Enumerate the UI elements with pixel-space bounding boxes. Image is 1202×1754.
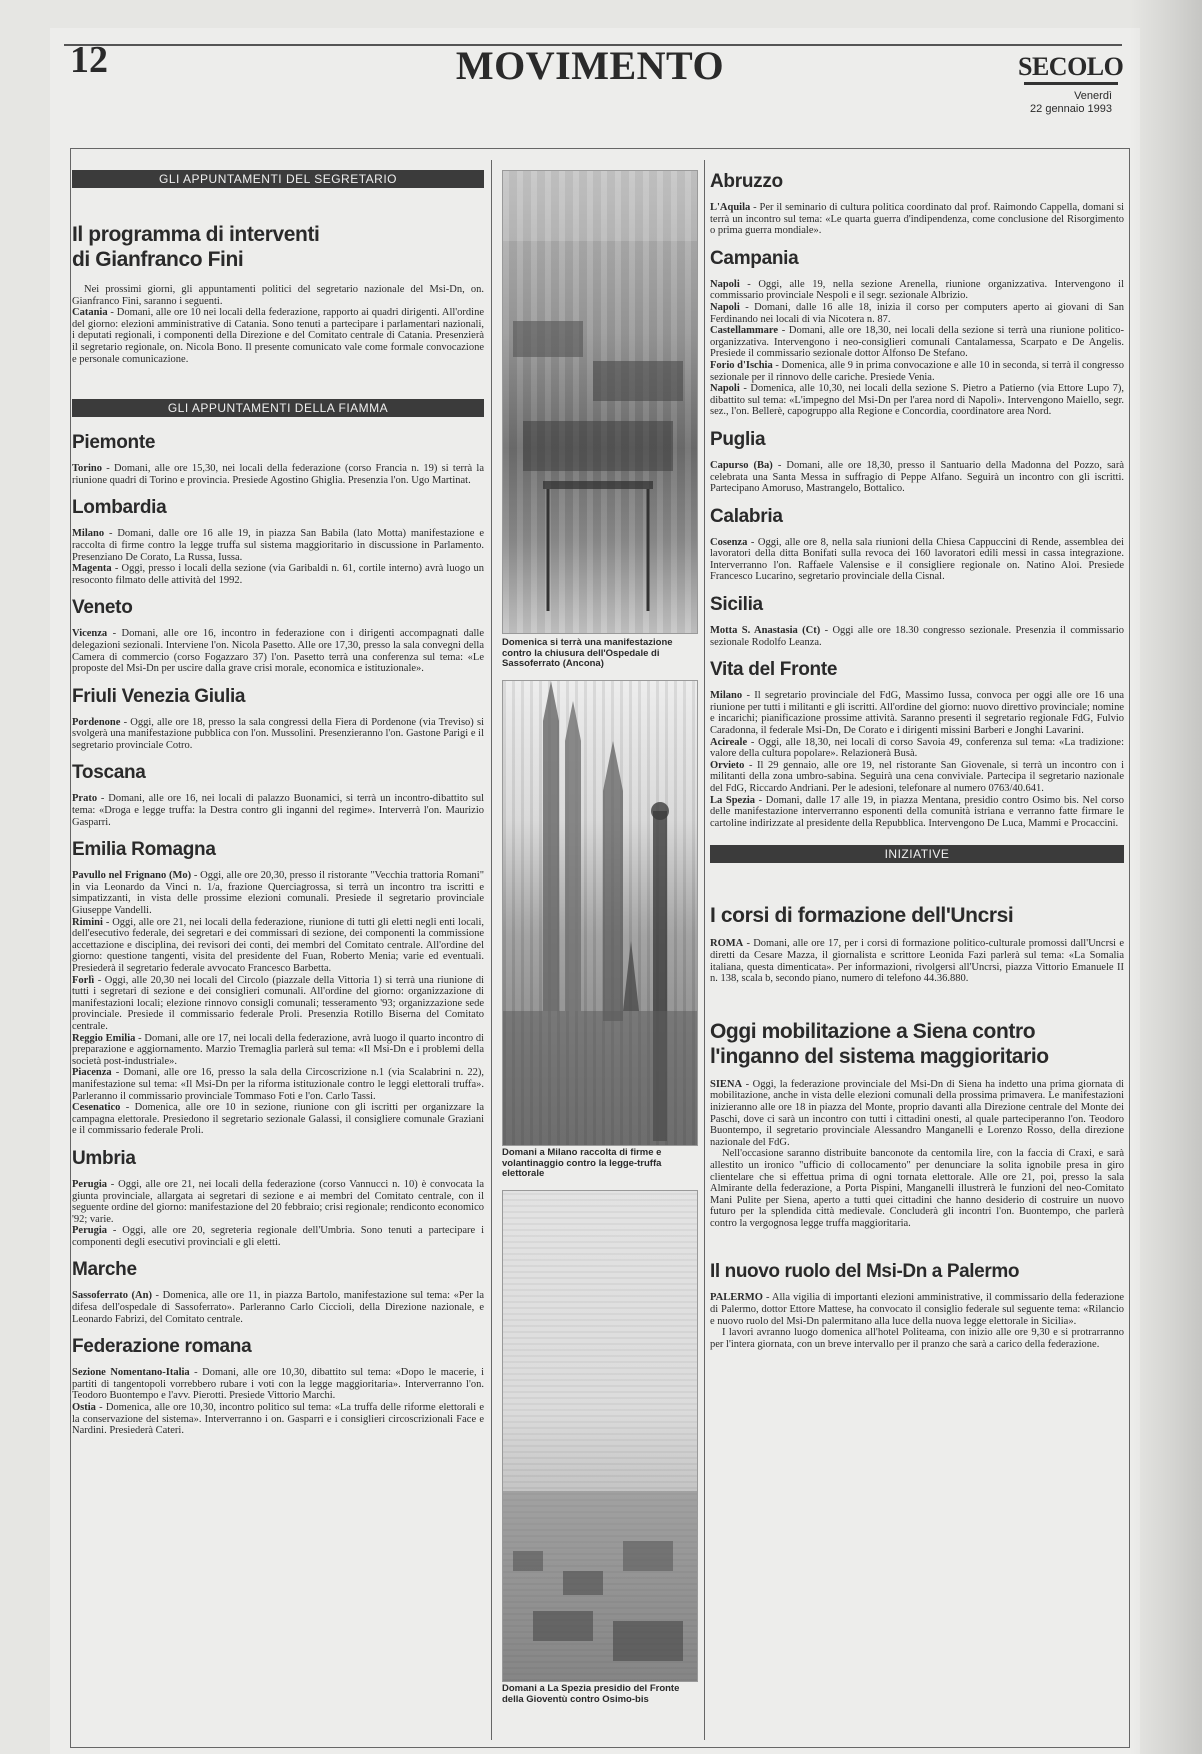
entry-text: - Oggi, alle 19, nella sezione Arenella, riunione organizzativa. Intervengono il commissario provinciale Nespoli e il segr. sezionale Albrizio. (710, 278, 1124, 302)
listing-entry (72, 975, 484, 1033)
listing-entry (72, 1033, 484, 1068)
entry-text: - Domenica, alle ore 11, in piazza Bartolo, manifestazione sul tema: «Per la difesa dell'ospedale di Sassoferrato». Parleranno Carlo Ciccioli, della Direzione nazionale, e Leonardo Fabrizi, del Comitato centrale. (72, 1290, 485, 1325)
photo-caption: Domenica si terrà una manifestazione contro la chiusura dell'Ospedale di Sassoferrato (Ancona) (502, 637, 673, 669)
place-label: Sassoferrato (An) (72, 1290, 152, 1302)
aerial-city-illustration (503, 1191, 697, 1681)
photo-milan-cathedral (502, 680, 698, 1146)
listing-entry (72, 1290, 484, 1325)
region-heading-roma: Federazione romana (72, 1336, 252, 1358)
listing-entry (710, 460, 1124, 495)
listing-entry (72, 463, 484, 486)
photo-caption: Domani a La Spezia presidio del Fronte della Gioventù contro Osimo-bis (502, 1683, 680, 1705)
article-paragraph (710, 1079, 1124, 1149)
listing-entry (72, 717, 484, 752)
listing-entry (72, 1102, 484, 1137)
entry-text: - Oggi, alle ore 8, nella sala riunioni della Chiesa Cappuccini di Rende, assemblea dei lavoratori della ditta Bonifati sulla revoca dei 160 lavoratori edili messi in cassa integrazione. Interverranno l'on. Raffaele Valensise e il consigliere regionale on. Natino Aloi. Presiede Francesco Lucarino, segretario provinciale della Cisnal. (710, 536, 1124, 583)
place-label: Sezione Nomentano-Italia (72, 1367, 190, 1379)
entry-text: - Il segretario provinciale del FdG, Massimo Iussa, convoca per oggi alle ore 16 una riunione per tutti i militanti e gli iscritti. All'ordine del giorno: nuovo direttivo provinciale; nomine e incarichi; pianificazione prossime attività. Saranno presenti il segretario regionale FdG, Fulvio Caradonna, il federale Msi-Dn, De Corato e i dirigenti missini Barberi e Jonghi Lavarini. (710, 690, 1124, 737)
article-title-fini: Il programma di interventi di Gianfranco Fini (72, 223, 320, 271)
place-label: Piacenza (72, 1067, 112, 1079)
listing-entry (710, 302, 1124, 325)
photo-hospital-ward (502, 170, 698, 634)
listing-entry (72, 1179, 484, 1225)
place-label: Pavullo nel Frignano (Mo) (72, 870, 192, 882)
listing-entry (710, 383, 1124, 418)
cathedral-spires-illustration (503, 681, 697, 1145)
entry-text: - Oggi, alle 20,30 nei locali del Circolo (piazzale della Vittoria 1) si terrà una riunione di tutti i segretari di sezione e dei consiglieri comunali. All'ordine del giorno: organizzazione di manifestazioni locali; elezione rinnovo consigli comunali; tesseramento '93; organizzazione sede provinciale. Presiede il commissario federale Proli. Presenzia Rotillo Biserna del Comitato centrale. (72, 974, 484, 1032)
region-heading-abruzzo: Abruzzo (710, 171, 783, 192)
issue-day: Venerdì (1074, 90, 1112, 102)
listing-entry (72, 793, 484, 828)
entry-text: - Domani, alle ore 16, nei locali di palazzo Buonamici, si terrà un incontro-dibattito sul tema: «Droga e legge truffa: la Destra contro gli inganni del regime». Interverrà l'on. Maurizio Gasparri. (72, 793, 484, 828)
article-paragraph (72, 307, 484, 365)
listing-entry (72, 1225, 484, 1248)
issue-date: 22 gennaio 1993 (1030, 103, 1112, 115)
place-label: Catania (72, 307, 108, 319)
region-heading-campania: Campania (710, 247, 799, 269)
entry-text: - Oggi alle ore 18.30 congresso sezionale. Presenzia il commissario sezionale Rodolfo Leanza. (710, 625, 1124, 648)
place-label: SIENA (710, 1078, 743, 1090)
region-heading-lombardia: Lombardia (72, 497, 167, 519)
listing-entry (72, 628, 484, 674)
article-paragraph: I lavori avranno luogo domenica all'hotel Politeama, con inizio alle ore 9,30 e si protrarranno per l'intera giornata, con un breve intervallo per il pranzo che sarà a carico della federazione. (710, 1327, 1124, 1350)
place-label: Prato (72, 793, 98, 805)
place-label: Napoli (710, 301, 740, 313)
entry-text: - Oggi, alle ore 21, nei locali della federazione (corso Vannucci n. 10) è convocata la giunta provinciale, allargata ai segretari di sezione e ai membri del Comitato centrale, con il seguente ordine del giorno: manifestazione del 20 febbraio; crisi regionale; rendiconto economico '92; varie. (72, 1178, 484, 1225)
listing-entry (710, 625, 1124, 648)
article-paragraph (710, 938, 1124, 984)
page-number: 12 (70, 39, 108, 81)
place-label: Torino (72, 463, 102, 475)
entry-text: - Oggi, alle 18,30, nei locali di corso Savoia 49, conferenza sul tema: «La tradizione: valore della cultura popolare». Relazionerà Busà. (710, 736, 1124, 760)
region-heading-fronte: Vita del Fronte (710, 659, 838, 681)
region-heading-marche: Marche (72, 1259, 137, 1281)
entry-text: - Domani, alle ore 15,30, nei locali della federazione (corso Francia n. 19) si terrà la riunione quadri di Torino e provincia. Presiede Agostino Ghiglia. Presenzia l'on. Ugo Martinat. (72, 463, 484, 486)
banner-iniziative: INIZIATIVE (710, 845, 1124, 863)
place-label: L'Aquila (710, 202, 751, 213)
entry-text: - Domani, alle ore 17, per i corsi di formazione politico-culturale promossi dall'Uncrsi e diretti da Cesare Mazza, il giornalista e scrittore Leonida Fazi parlerà sul tema: «La Somalia italiana, questa dimenticata». Per informazioni, rivolgersi all'Uncrsi, piazza Vittorio Emanuele II n. 138, scala b, secondo piano, numero di telefono 44.36.880. (710, 938, 1124, 985)
entry-text: - Per il seminario di cultura politica coordinato dal prof. Raimondo Cappella, domani si terrà un incontro sul tema: «Le quarta guerra d'indipendenza, come conclusione del Risorgimento o prima guerra mondiale». (710, 202, 1124, 237)
entry-text: - Domani, alle ore 16, presso la sala della Circoscrizione n.1 (via Scalabrini n. 22), manifestazione sul tema: «Il Msi-Dn per la riforma istituzionale contro le leggi elettorali truffa». Parleranno il commissario provinciale Tommaso Foti e l'on. Carlo Tassi. (72, 1067, 484, 1102)
place-label: Vicenza (72, 628, 108, 640)
place-label: Capurso (Ba) (710, 459, 773, 471)
logo-underline (1024, 82, 1118, 85)
place-label: Napoli (710, 278, 740, 290)
place-label: ROMA (710, 938, 744, 950)
place-label: Pordenone (72, 716, 121, 728)
page-edge-shadow (1130, 0, 1202, 1754)
place-label: Orvieto (710, 759, 745, 771)
entry-text: - Domani, dalle ore 16 alle 19, in piazza San Babila (lato Motta) manifestazione e raccolta di firme contro la legge truffa sul sistema maggioritario in discussione in Parlamento. Presenziano De Corato, La Russa, Iussa. (72, 528, 484, 563)
entry-text: - Domenica, alle ore 10,30, incontro politico sul tema: «La truffa delle riforme elettorali e la conservazione del sistema». Interverranno i on. Gasparri e i consiglieri circoscrizionali Face e Nardini. Presiederà Cateri. (72, 1402, 484, 1437)
region-heading-umbria: Umbria (72, 1147, 136, 1169)
photo-caption: Domani a Milano raccolta di firme e volantinaggio contro la legge-truffa elettorale (502, 1147, 662, 1179)
listing-entry (710, 279, 1124, 302)
listing-entry (72, 1367, 484, 1402)
entry-text: - Alla vigilia di importanti elezioni amministrative, il commissario della federazione di Palermo, dottor Ettore Mattese, ha convocato il consiglio federale sul seguente tema: «Rilancio e nuovo ruolo del Msi-Dn palermitano alla luce della nuova legge elettorale in Sicilia». (710, 1292, 1124, 1327)
listing-entry (710, 360, 1124, 383)
entry-text: - Domenica, alle 9 in prima convocazione e alle 10 in seconda, si terrà il congresso sezionale per il rinnovo delle cariche. Presiede Venia. (710, 359, 1124, 383)
place-label: Forlì (72, 974, 95, 986)
entry-text: - Domani, alle ore 17, nei locali della federazione, avrà luogo il quarto incontro di preparazione e aggiornamento. Marzio Tremaglia parlerà sul tema: «Il Msi-Dn e i problemi della società post-industriale». (72, 1032, 484, 1067)
column-divider (704, 160, 705, 1740)
region-heading-piemonte: Piemonte (72, 432, 156, 454)
place-label: Milano (710, 690, 743, 702)
article-paragraph: Nell'occasione saranno distribuite banconote da centomila lire, con la faccia di Craxi, e sarà allestito un ironico "ufficio di collocamento" per denunciare la solita ignobile presa in giro clientelare che si effettua prima di ogni tornata elettorale. Alle ore 21, poi, presso la sala Almirante della federazione, a Porta Pispini, Manganelli illustrerà le funzioni del neo-Comitato Mani Pulite per Siena, aperto a tutti quei cittadini che hanno desiderio di costruire un nuovo futuro per la splendida città medievale. Concluderà gli incontri l'on. Buontempo, che parlerà contro la vergognosa legge truffa maggioritaria. (710, 1148, 1124, 1229)
section-title: MOVIMENTO (455, 43, 725, 88)
entry-text: - Oggi, alle ore 21, nei locali della federazione, riunione di tutti gli eletti negli enti locali, dell'esecutivo federale, dei segretari e dei commissari di sezione, dei componenti la commissione accettazione e disciplina, dei revisori dei conti, dei membri del Comitato centrale. All'ordine del giorno: questione tangenti, visita del presidente del Fuan, Roberto Menia; varie ed eventuali. Presiederà il segretario federale avvocato Francesco Barbetta. (72, 916, 484, 974)
left-column (72, 170, 484, 1437)
region-heading-veneto: Veneto (72, 597, 133, 619)
entry-text: - Domani, alle ore 10,30, dibattito sul tema: «Dopo le macerie, i partiti di tangentopoli vorrebbero rubare i voti con la legge maggioritaria». Interverranno l'on. Teodoro Buontempo e l'avv. Pierotti. Presiede Vittorio Marchi. (72, 1367, 484, 1402)
place-label: Rimini (72, 916, 103, 928)
photo-la-spezia-aerial (502, 1190, 698, 1682)
column-divider (491, 160, 492, 1740)
place-label: Milano (72, 528, 105, 540)
region-heading-sicilia: Sicilia (710, 594, 763, 616)
place-label: Cesenatico (72, 1102, 121, 1114)
listing-entry (710, 202, 1124, 237)
hospital-beds-illustration (503, 171, 697, 633)
listing-entry (72, 1067, 484, 1102)
entry-text: - Oggi, alle ore 20,30, presso il ristorante "Vecchia trattoria Romani" in via Leonardo da Vinci n. 1/a, frazione Querciagrossa, si terrà un incontro tra iscritti e simpatizzanti, in vista delle prossime elezioni comunali. Presiede il segretario provinciale Giuseppe Vandelli. (72, 870, 484, 917)
place-label: Napoli (710, 383, 740, 395)
article-title-siena: Oggi mobilitazione a Siena contro l'inganno del sistema maggioritario (710, 1019, 1049, 1068)
entry-text: - Domani, alle ore 18,30, presso il Santuario della Madonna del Pozzo, sarà celebrata una Santa Messa in suffragio di Peppe Alfano. Seguirà un incontro con gli iscritti. Partecipano Amoruso, Mastrangelo, Bottalico. (710, 459, 1124, 495)
entry-text: - Domani, dalle 16 alle 18, inizia il corso per computers aperto ai giovani di San Ferdinando nei locali di via Nicotera n. 87. (710, 301, 1124, 325)
place-label: La Spezia (710, 794, 756, 806)
listing-entry (72, 870, 484, 916)
region-heading-friuli: Friuli Venezia Giulia (72, 685, 246, 707)
entry-text: - Oggi, alle ore 20, segreteria regionale dell'Umbria. Sono tenuti a partecipare i componenti degli esecutivi provinciali e gli eletti. (72, 1225, 484, 1248)
region-heading-calabria: Calabria (710, 505, 783, 527)
newspaper-logo: SECOLO (1018, 52, 1124, 81)
place-label: Castellammare (710, 325, 779, 337)
region-heading-toscana: Toscana (72, 762, 146, 784)
place-label: Acireale (710, 736, 748, 748)
article-paragraph: Nei prossimi giorni, gli appuntamenti politici del segretario nazionale del Msi-Dn, on. Gianfranco Fini, saranno i seguenti. (72, 284, 484, 307)
listing-entry (710, 537, 1124, 583)
place-label: Perugia (72, 1225, 107, 1237)
banner-segretario: GLI APPUNTAMENTI DEL SEGRETARIO (72, 170, 484, 188)
article-title-uncrsi: I corsi di formazione dell'Uncrsi (710, 904, 1014, 928)
entry-text: - Domani, alle ore 18,30, nei locali della sezione si terrà una riunione politico-organizzativa. Intervengono i neo-consiglieri comunali Cantalamessa, Scarpato e De Angelis. Presiede il commissario sezionale dottor Alfonso De Stefano. (710, 325, 1124, 360)
listing-entry (710, 737, 1124, 760)
entry-text: - Domani, alle ore 10 nei locali della federazione, rapporto ai quadri dirigenti. All'ordine del giorno: elezioni amministrative di Catania. Sono tenuti a partecipare i parlamentari nazionali, i deputati regionali, i componenti della Direzione e del Comitato centrale di Catania. Presenzierà il segretario regionale, on. Nicola Bono. Il presente comunicato vale come formale convocazione e personale comunicazione. (72, 307, 484, 365)
banner-fiamma: GLI APPUNTAMENTI DELLA FIAMMA (72, 399, 484, 417)
listing-entry (710, 795, 1124, 830)
place-label: Motta S. Anastasia (Ct) (710, 625, 821, 637)
place-label: Magenta (72, 563, 112, 575)
place-label: Cosenza (710, 536, 748, 548)
entry-text: - Domenica, alle 10,30, nei locali della sezione S. Pietro a Patierno (via Ettore Lupo 7), dibattito sul tema: «L'impegno del Msi-Dn per l'area nord di Napoli». Intervengono Maiello, segr. sez., l'on. Bellerè, capogruppo alla Regione e Concordia, coordinatore area Nord. (710, 383, 1124, 418)
entry-text: - Domani, dalle 17 alle 19, in piazza Mentana, presidio contro Osimo bis. Nel corso delle manifestazione interverranno esponenti della comunità istriana e verranno fatte firmare le cartoline indirizzate al presidente della Repubblica. Intervengono De Luca, Mammi e Procaccini. (710, 794, 1124, 829)
listing-entry (72, 563, 484, 586)
article-paragraph (710, 1292, 1124, 1327)
entry-text: - Domani, alle ore 16, incontro in federazione con i dirigenti accompagnati dalle delegazioni sezionali. Interviene l'on. Nicola Pasetto. Alle ore 17,30, presso la sala convegni della Camera di commercio (corso Fogazzaro 37) l'on. Pasetto terrà una conferenza sul tema: «Le proposte del Msi-Dn per uscire dalla grave crisi morale, economica e istituzionale». (72, 628, 484, 675)
place-label: Reggio Emilia (72, 1032, 136, 1044)
entry-text: - Oggi, presso i locali della sezione (via Garibaldi n. 61, cortile interno) avrà luogo un resoconto filmato delle attività del 1992. (72, 563, 484, 586)
region-heading-puglia: Puglia (710, 428, 766, 450)
listing-entry (72, 528, 484, 563)
region-heading-emilia: Emilia Romagna (72, 839, 216, 861)
right-column (710, 170, 1124, 1350)
place-label: Ostia (72, 1402, 96, 1414)
listing-entry (72, 1402, 484, 1437)
place-label: Forio d'Ischia (710, 359, 773, 371)
listing-entry (710, 690, 1124, 736)
listing-entry (710, 760, 1124, 795)
listing-entry (72, 917, 484, 975)
entry-text: - Il 29 gennaio, alle ore 19, nel ristorante San Giovenale, si terrà un incontro con i militanti della zona umbro-sabina. Seguirà una cena conviviale. Partecipa il segretario nazionale del FdG, Riccardo Andriani. Per le adesioni, telefonare al numero 0763/40.641. (710, 759, 1124, 794)
listing-entry (710, 325, 1124, 360)
place-label: Perugia (72, 1178, 107, 1190)
article-title-palermo: Il nuovo ruolo del Msi-Dn a Palermo (710, 1261, 1020, 1283)
entry-text: - Oggi, la federazione provinciale del Msi-Dn di Siena ha indetto una prima giornata di mobilitazione, anche in vista delle elezioni comunali della prossima primavera. Le manifestazioni inizieranno alle ore 18 in piazza del Monte, proprio davanti alla Direzione centrale del Monte dei Paschi, dove ci sarà un incontro con tutti i cittadini onesti, al quale parteciperanno l'on. Teodoro Buontempo, il segretario provinciale Alessandro Manganelli e Lorenzo Rosso, della direzione nazionale del FdG. (710, 1078, 1124, 1148)
entry-text: - Domenica, alle ore 10 in sezione, riunione con gli iscritti per organizzare la campagna elettorale. Presiedono il segretario sezionale Galassi, il consigliere comunale Graziani e il commissario federale Proli. (72, 1102, 484, 1137)
place-label: PALERMO (710, 1292, 763, 1304)
entry-text: - Oggi, alle ore 18, presso la sala congressi della Fiera di Pordenone (via Treviso) si svolgerà una manifestazione pubblica con l'on. Mussolini. Presenzieranno l'on. Gastone Parigi e il segretario provinciale Cotro. (72, 716, 484, 751)
